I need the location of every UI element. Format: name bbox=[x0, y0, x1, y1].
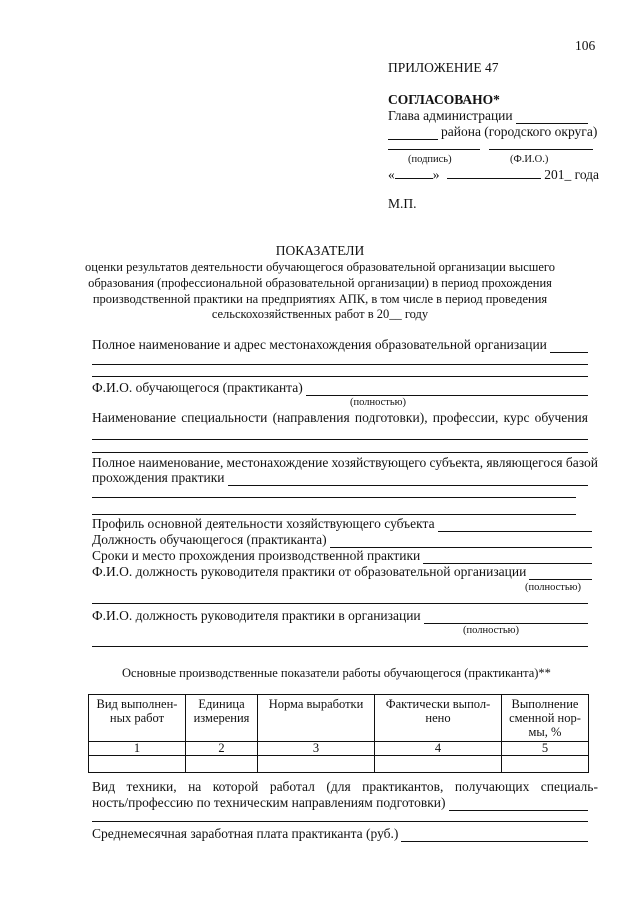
table-cell[interactable] bbox=[258, 756, 375, 773]
entity-field-1[interactable] bbox=[228, 473, 588, 486]
table-number-cell: 2 bbox=[186, 742, 258, 756]
equipment-label-2: ность/профессию по техническим направлениям подготовки) bbox=[92, 795, 446, 810]
specialty-word: профессии, bbox=[432, 410, 499, 425]
entity-word: базой bbox=[565, 455, 598, 470]
signature-caption: (подпись) bbox=[408, 154, 452, 165]
student-fio-line bbox=[92, 380, 588, 396]
entity-word: Полное bbox=[92, 455, 136, 470]
student-fio-field[interactable] bbox=[306, 383, 588, 396]
specialty-word: специальности bbox=[181, 410, 268, 425]
table-cell[interactable] bbox=[502, 756, 589, 773]
table-cell[interactable] bbox=[375, 756, 502, 773]
position-line bbox=[92, 532, 592, 548]
appendix-label: ПРИЛОЖЕНИЕ 47 bbox=[388, 60, 499, 75]
table-cell[interactable] bbox=[186, 756, 258, 773]
supervisor-org-line bbox=[92, 608, 588, 624]
specialty-label bbox=[92, 410, 588, 426]
head-of-admin-line bbox=[388, 108, 588, 124]
equipment-word: на bbox=[188, 779, 202, 794]
approval-title: СОГЛАСОВАНО* bbox=[388, 92, 500, 107]
supervisor-edu-label: Ф.И.О. должность руководителя практики от образовательной организации bbox=[92, 564, 527, 579]
supervisor-edu-line bbox=[92, 564, 592, 580]
specialty-word: обучения bbox=[534, 410, 588, 425]
entity-field-3[interactable] bbox=[92, 514, 576, 515]
date-month-field[interactable] bbox=[447, 167, 541, 179]
specialty-word: Наименование bbox=[92, 410, 177, 425]
district-line bbox=[388, 124, 598, 140]
doc-subtitle-line-1: оценки результатов деятельности обучающегося образовательной организации высшего bbox=[85, 260, 555, 274]
doc-subtitle-line-3: производственной практики на предприятиях АПК, в том числе в период проведения bbox=[92, 292, 548, 306]
equipment-word: Вид bbox=[92, 779, 116, 794]
position-label: Должность обучающегося (практиканта) bbox=[92, 532, 327, 547]
equipment-word: которой bbox=[212, 779, 259, 794]
doc-title: ПОКАЗАТЕЛИ bbox=[275, 243, 365, 258]
date-day-field[interactable] bbox=[395, 167, 433, 179]
supervisor-edu-field[interactable] bbox=[529, 567, 592, 580]
supervisor-org-caption: (полностью) bbox=[463, 625, 519, 636]
salary-label: Среднемесячная заработная плата практиканта (руб.) bbox=[92, 826, 399, 841]
equipment-word: работал bbox=[269, 779, 315, 794]
doc-subtitle-line-4: сельскохозяйственных работ в 20__ году bbox=[211, 307, 429, 321]
salary-line bbox=[92, 826, 588, 842]
student-fio-caption: (полностью) bbox=[350, 397, 406, 408]
date-year-text: 201_ года bbox=[544, 167, 600, 182]
profile-line bbox=[92, 516, 592, 532]
head-of-admin-field[interactable] bbox=[516, 111, 588, 124]
supervisor-org-label: Ф.И.О. должность руководителя практики в организации bbox=[92, 608, 421, 623]
equipment-field-2[interactable] bbox=[92, 821, 588, 822]
student-fio-label: Ф.И.О. обучающегося (практиканта) bbox=[92, 380, 303, 395]
district-label: района (городского округа) bbox=[441, 124, 598, 139]
supervisor-org-field-2[interactable] bbox=[92, 646, 588, 647]
supervisor-org-field[interactable] bbox=[424, 611, 588, 624]
table-caption: Основные производственные показатели работы обучающегося (практиканта)** bbox=[122, 666, 551, 680]
page-number: 106 bbox=[575, 38, 596, 53]
kpi-table bbox=[88, 694, 589, 773]
table-header-cell: Единица измерения bbox=[186, 695, 258, 742]
org-name-field[interactable] bbox=[550, 340, 588, 353]
equipment-word: специаль- bbox=[540, 779, 598, 794]
org-name-line bbox=[92, 337, 588, 353]
supervisor-edu-field-2[interactable] bbox=[92, 603, 588, 604]
specialty-word: (направления bbox=[272, 410, 350, 425]
entity-field-2[interactable] bbox=[92, 497, 576, 498]
equipment-word: получающих bbox=[454, 779, 530, 794]
equipment-field-1[interactable] bbox=[449, 798, 588, 811]
table-header-cell: Вид выполнен-ных работ bbox=[89, 695, 186, 742]
table-header-cell: Норма выработки bbox=[258, 695, 375, 742]
table-number-cell: 5 bbox=[502, 742, 589, 756]
table-row bbox=[89, 756, 589, 773]
table-number-row bbox=[89, 742, 589, 756]
org-name-field-3[interactable] bbox=[92, 376, 588, 377]
position-field[interactable] bbox=[330, 535, 592, 548]
table-header-row bbox=[89, 695, 589, 742]
entity-label-2: прохождения практики bbox=[92, 470, 225, 485]
entity-word: местонахождение bbox=[226, 455, 329, 470]
head-of-admin-label: Глава администрации bbox=[388, 108, 513, 123]
equipment-word: техники, bbox=[126, 779, 177, 794]
profile-label: Профиль основной деятельности хозяйствующего субъекта bbox=[92, 516, 435, 531]
fio-caption: (Ф.И.О.) bbox=[510, 154, 549, 165]
dates-label: Сроки и место прохождения производственной практики bbox=[92, 548, 421, 563]
entity-word: хозяйствующего bbox=[331, 455, 427, 470]
supervisor-edu-caption: (полностью) bbox=[525, 582, 581, 593]
equipment-line-2 bbox=[92, 795, 588, 811]
entity-word: наименование, bbox=[138, 455, 224, 470]
entity-label bbox=[92, 455, 598, 471]
table-header-cell: Фактически выпол-нено bbox=[375, 695, 502, 742]
specialty-word: курс bbox=[503, 410, 530, 425]
entity-word: являющегося bbox=[486, 455, 563, 470]
entity-line-2 bbox=[92, 470, 588, 486]
equipment-label bbox=[92, 779, 598, 795]
table-header-cell: Выполнение сменной нор-мы, % bbox=[502, 695, 589, 742]
date-close-quote: » bbox=[432, 167, 440, 182]
dates-field[interactable] bbox=[423, 551, 592, 564]
doc-subtitle-line-2: образования (профессиональной образовательной организации) в период прохождения bbox=[88, 276, 552, 290]
district-field[interactable] bbox=[388, 127, 438, 140]
stamp-mark: М.П. bbox=[388, 196, 417, 211]
entity-word: субъекта, bbox=[429, 455, 484, 470]
org-name-field-2[interactable] bbox=[92, 364, 588, 365]
specialty-word: подготовки), bbox=[354, 410, 428, 425]
fio-field[interactable] bbox=[489, 149, 593, 150]
date-open-quote: « bbox=[388, 167, 395, 182]
table-number-cell: 1 bbox=[89, 742, 186, 756]
table-number-cell: 4 bbox=[375, 742, 502, 756]
equipment-word: (для bbox=[326, 779, 351, 794]
salary-field[interactable] bbox=[401, 829, 588, 842]
dates-line bbox=[92, 548, 592, 564]
profile-field[interactable] bbox=[438, 519, 592, 532]
date-line bbox=[388, 167, 599, 183]
specialty-field-2[interactable] bbox=[92, 452, 588, 453]
equipment-word: практикантов, bbox=[362, 779, 444, 794]
org-name-label: Полное наименование и адрес местонахождения образовательной организации bbox=[92, 337, 547, 352]
signature-field[interactable] bbox=[388, 149, 480, 150]
specialty-field-1[interactable] bbox=[92, 439, 588, 440]
table-cell[interactable] bbox=[89, 756, 186, 773]
table-number-cell: 3 bbox=[258, 742, 375, 756]
